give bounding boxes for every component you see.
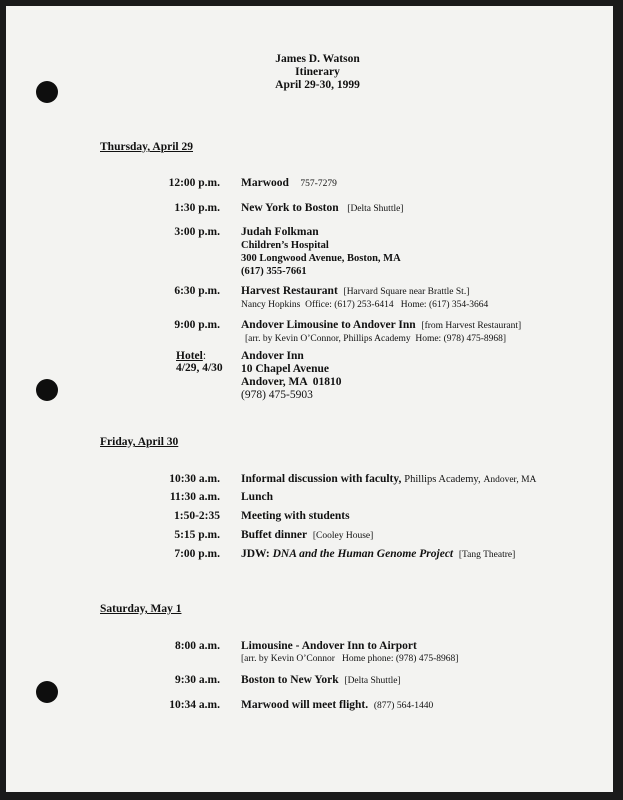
event-time: 1:50-2:35 (174, 510, 220, 522)
event-title: New York to Boston (241, 202, 339, 214)
event-title: Judah Folkman (241, 226, 319, 238)
day-heading-saturday: Saturday, May 1 (100, 603, 182, 615)
hotel-city: Andover, MA 01810 (241, 376, 342, 388)
event-time: 10:30 a.m. (169, 473, 220, 485)
event-limousine-airport (241, 640, 458, 666)
event-note: [from Harvest Restaurant] (421, 321, 522, 331)
itinerary-header (0, 53, 623, 92)
event-arrangement: [arr. by Kevin O’Connor Home phone: (978) 475-8968] (241, 654, 459, 664)
hotel-label: Hotel (176, 350, 203, 362)
event-time: 6:30 p.m. (174, 285, 220, 297)
hotel-colon: : (202, 350, 207, 362)
event-lunch (241, 491, 273, 504)
event-phone: (617) 355-7661 (241, 266, 307, 277)
punch-hole (36, 681, 58, 703)
event-note: [Delta Shuttle] (347, 204, 404, 214)
event-title: Marwood will meet flight. (241, 699, 369, 711)
hotel-phone: (978) 475-5903 (241, 389, 313, 401)
event-folkman (241, 226, 401, 278)
hotel-label-block (176, 350, 223, 374)
event-title: Buffet dinner (241, 529, 308, 541)
event-title: Harvest Restaurant (241, 285, 338, 297)
event-title: Andover Limousine to Andover Inn (241, 319, 416, 331)
event-boston-ny (241, 674, 401, 688)
event-title: Meeting with students (241, 510, 350, 522)
event-lecture (241, 548, 515, 562)
traveler-name: James D. Watson (275, 53, 360, 65)
hotel-dates: 4/29, 4/30 (176, 362, 223, 374)
event-note: [Cooley House] (312, 531, 374, 541)
event-time: 8:00 a.m. (174, 640, 220, 652)
event-address: 300 Longwood Avenue, Boston, MA (241, 253, 401, 264)
event-faculty-discussion (241, 473, 536, 487)
event-location: Andover, MA (483, 475, 537, 485)
event-marwood (241, 177, 337, 191)
event-phone: (877) 564-1440 (373, 701, 434, 711)
event-time: 7:00 p.m. (174, 548, 220, 560)
event-limousine (241, 319, 521, 346)
event-contact: Nancy Hopkins Office: (617) 253-6414 Home: (617) 354-3664 (241, 300, 489, 310)
event-title: Marwood (241, 177, 289, 189)
event-time: 5:15 p.m. (174, 529, 220, 541)
lecture-title: DNA and the Human Genome Project (272, 548, 454, 560)
hotel-details (241, 350, 342, 402)
event-detail: Children’s Hospital (241, 240, 329, 251)
event-time: 12:00 p.m. (168, 177, 220, 189)
hotel-name: Andover Inn (241, 350, 304, 362)
event-time: 11:30 a.m. (169, 491, 220, 503)
document-title: Itinerary (295, 66, 340, 78)
hotel-street: 10 Chapel Avenue (241, 363, 329, 375)
event-time: 9:30 a.m. (174, 674, 220, 686)
event-harvest (241, 285, 488, 312)
event-student-meeting (241, 510, 350, 523)
event-title: Boston to New York (241, 674, 339, 686)
event-buffet-dinner (241, 529, 373, 543)
day-heading-friday: Friday, April 30 (100, 436, 179, 448)
event-note: [Delta Shuttle] (344, 676, 401, 686)
event-title: Limousine - Andover Inn to Airport (241, 640, 417, 652)
event-phone: 757-7279 (300, 179, 337, 189)
event-time: 3:00 p.m. (174, 226, 220, 238)
event-title: JDW: (241, 548, 270, 560)
event-time: 1:30 p.m. (174, 202, 220, 214)
event-note: [Tang Theatre] (458, 550, 516, 560)
event-marwood-pickup (241, 699, 433, 713)
day-heading-thursday: Thursday, April 29 (100, 141, 193, 153)
event-time: 9:00 p.m. (174, 319, 220, 331)
event-time: 10:34 a.m. (169, 699, 220, 711)
event-title: Lunch (241, 491, 273, 503)
event-ny-boston (241, 202, 403, 216)
event-title: Informal discussion with faculty, (241, 473, 402, 485)
punch-hole (36, 379, 58, 401)
event-arrangement: [arr. by Kevin O’Connor, Phillips Academy Home: (978) 475-8968] (245, 334, 507, 344)
trip-dates: April 29-30, 1999 (275, 79, 360, 91)
event-note: [Harvard Square near Brattle St.] (343, 287, 470, 297)
event-note: Phillips Academy, (404, 474, 481, 485)
